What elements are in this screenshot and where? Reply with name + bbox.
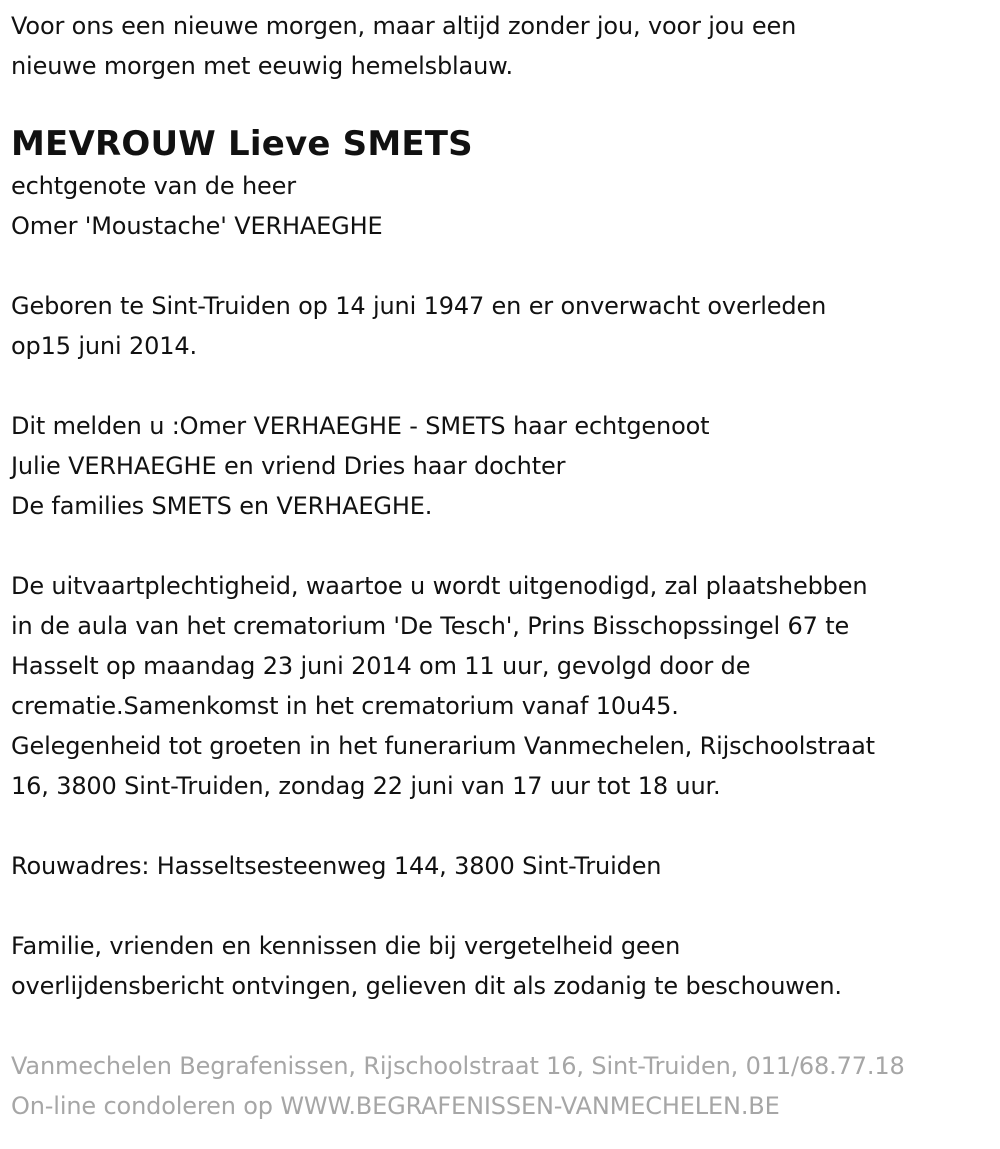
closing-block [11, 926, 996, 1006]
quote-block [11, 6, 996, 86]
announcer-line: De families SMETS en VERHAEGHE. [11, 492, 433, 520]
quote-line: nieuwe morgen met eeuwig hemelsblauw. [11, 52, 513, 80]
quote-line: Voor ons een nieuwe morgen, maar altijd zonder jou, voor jou een [11, 12, 797, 40]
ceremony-line: crematie.Samenkomst in het crematorium vanaf 10u45. [11, 692, 679, 720]
mourning-address: Rouwadres: Hasseltsesteenweg 144, 3800 Sint-Truiden [11, 852, 662, 880]
announcer-line: Dit melden u :Omer VERHAEGHE - SMETS haar echtgenoot [11, 412, 710, 440]
ceremony-line: 16, 3800 Sint-Truiden, zondag 22 juni van 17 uur tot 18 uur. [11, 772, 721, 800]
ceremony-line: in de aula van het crematorium 'De Tesch', Prins Bisschopssingel 67 te [11, 612, 850, 640]
ceremony-line: Gelegenheid tot groeten in het funerarium Vanmechelen, Rijschoolstraat [11, 732, 875, 760]
spouse-line: echtgenote van de heer [11, 172, 296, 200]
spouse-block [11, 166, 996, 246]
ceremony-line: De uitvaartplechtigheid, waartoe u wordt uitgenodigd, zal plaatshebben [11, 572, 868, 600]
birth-death-line: op15 juni 2014. [11, 332, 197, 360]
funeral-home-info: Vanmechelen Begrafenissen, Rijschoolstraat 16, Sint-Truiden, 011/68.77.18 [11, 1052, 905, 1080]
footer [11, 1046, 996, 1126]
announcer-line: Julie VERHAEGHE en vriend Dries haar dochter [11, 452, 566, 480]
birth-death-block [11, 286, 996, 366]
deceased-name: MEVROUW Lieve SMETS [11, 124, 473, 164]
birth-death-line: Geboren te Sint-Truiden op 14 juni 1947 en er onverwacht overleden [11, 292, 827, 320]
ceremony-line: Hasselt op maandag 23 juni 2014 om 11 uur, gevolgd door de [11, 652, 751, 680]
closing-line: Familie, vrienden en kennissen die bij vergetelheid geen [11, 932, 681, 960]
ceremony-block [11, 566, 996, 806]
obituary-notice [11, 6, 996, 1126]
closing-line: overlijdensbericht ontvingen, gelieven dit als zodanig te beschouwen. [11, 972, 842, 1000]
announcers-block [11, 406, 996, 526]
spouse-line: Omer 'Moustache' VERHAEGHE [11, 212, 383, 240]
condolences-link[interactable]: On-line condoleren op WWW.BEGRAFENISSEN-VANMECHELEN.BE [11, 1092, 780, 1120]
